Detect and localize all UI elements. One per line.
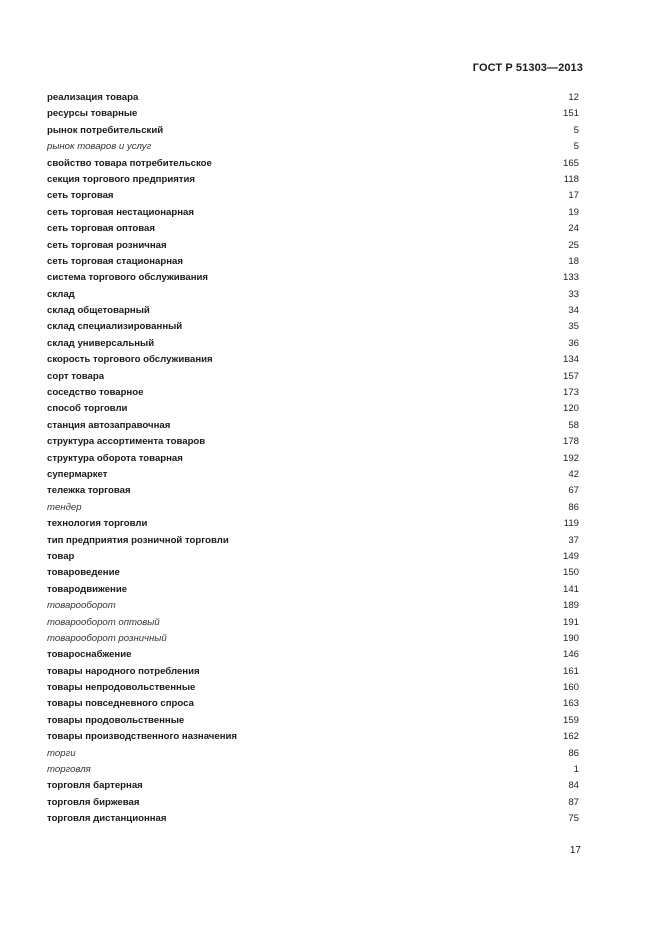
index-entry [47,254,579,270]
index-entry [47,598,579,614]
index-term: реализация товара [47,92,139,103]
index-page-ref: 18 [568,255,579,267]
index-term: торговля [47,764,91,776]
index-page-ref: 162 [562,731,579,743]
index-page-ref: 191 [562,616,579,628]
index-page-ref: 118 [563,173,579,185]
index-entry [47,795,579,811]
index-page-ref: 133 [562,272,579,284]
index-term: товары народного потребления [47,665,200,677]
index-term: торговля бартерная [47,780,143,792]
index-entry [47,647,579,663]
index-term: соседство товарное [47,387,144,399]
index-term: торговля биржевая [47,796,140,808]
index-page-ref: 149 [562,550,579,562]
index-page-ref: 163 [562,698,579,710]
index-page-ref: 141 [562,583,579,595]
index-page-ref: 24 [568,223,579,235]
index-page-ref: 19 [568,206,579,218]
index-term: товары продовольственные [47,714,185,726]
index-page-ref: 151 [562,108,579,120]
index-term: станция автозаправочная [47,419,171,431]
index-entry [47,369,579,385]
index-page-ref: 157 [562,370,579,382]
index-term: тендер [47,501,82,513]
index-term: ресурсы товарные [47,108,138,120]
index-page-ref: 5 [573,124,579,136]
index-entry [47,713,579,729]
index-term: склад [47,288,75,300]
index-page-ref: 25 [568,239,579,251]
index-entry [47,533,579,549]
index-term: товарооборот розничный [47,632,167,644]
index-entry [47,451,579,467]
index-page-ref: 119 [563,518,579,530]
index-entry [47,762,579,778]
index-term: система торгового обслуживания [47,272,209,284]
index-page-ref: 35 [568,321,579,333]
index-entry [47,664,579,680]
index-entry [47,483,579,499]
index-page-ref: 37 [568,534,579,546]
index-entry [47,696,579,712]
index-term: товар [47,550,75,562]
index-entry [47,270,579,286]
index-term: сеть торговая стационарная [47,255,183,267]
index-entry [47,615,579,631]
index-entry [47,205,579,221]
index-term: структура оборота товарная [47,452,183,464]
index-entry [47,287,579,303]
index-page-ref: 17 [568,190,579,202]
index-term: товародвижение [47,583,128,595]
index-entry [47,156,579,172]
index-page-ref: 12 [568,92,579,103]
index-term: структура ассортимента товаров [47,436,206,448]
index-term: торговля дистанционная [47,813,167,825]
index-page-ref: 150 [562,567,579,579]
index-entry [47,680,579,696]
index-entry [47,303,579,319]
index-term: торги [47,747,76,759]
index-entry [47,549,579,565]
index-entry [47,188,579,204]
index-entry [47,565,579,581]
index-page-ref: 86 [568,501,579,513]
index-page-ref: 84 [568,780,579,792]
index-term: супермаркет [47,468,108,480]
index-page-ref: 190 [562,632,579,644]
index-term: товары производственного назначения [47,731,237,743]
index-term: сеть торговая [47,190,114,202]
index-term: сеть торговая нестационарная [47,206,194,218]
index-page-ref: 87 [568,796,579,808]
index-page-ref: 159 [562,714,579,726]
index-page-ref: 165 [562,157,579,169]
index-page-ref: 192 [562,452,579,464]
index-term: секция торгового предприятия [47,173,196,185]
document-id: ГОСТ Р 51303—2013 [472,62,583,74]
index-term: рынок товаров и услуг [47,141,152,153]
index-entry [47,729,579,745]
index-term: склад общетоварный [47,305,150,317]
index-term: товароведение [47,567,120,579]
index-page-ref: 36 [568,337,579,349]
index-term: товары непродовольственные [47,682,196,694]
index-entry [47,172,579,188]
index-entry [47,582,579,598]
index-page-ref: 58 [568,419,579,431]
index-entry [47,467,579,483]
index-page-ref: 75 [568,813,579,825]
index-entry [47,811,579,827]
index-term: сеть торговая оптовая [47,223,155,235]
index-page-ref: 173 [562,387,579,399]
index-page-ref: 34 [568,305,579,317]
index-entry [47,500,579,516]
index-term: скорость торгового обслуживания [47,354,213,366]
index-entry [47,319,579,335]
index-page-ref: 160 [562,682,579,694]
index-term: товароснабжение [47,649,132,661]
index-page-ref: 134 [562,354,579,366]
index-term: рынок потребительский [47,124,164,136]
index-entry [47,778,579,794]
index-page-ref: 178 [562,436,579,448]
page-number: 17 [569,845,581,856]
alphabetical-index [47,90,579,828]
index-term: товары повседневного спроса [47,698,194,710]
index-page-ref: 42 [568,468,579,480]
index-page-ref: 161 [562,665,579,677]
index-entry [47,352,579,368]
index-term: способ торговли [47,403,128,415]
index-term: склад специализированный [47,321,183,333]
index-page-ref: 146 [562,649,579,661]
index-term: свойство товара потребительское [47,157,212,169]
index-entry [47,418,579,434]
index-term: товарооборот оптовый [47,616,160,628]
index-term: сеть торговая розничная [47,239,167,251]
index-page-ref: 120 [562,403,579,415]
index-page-ref: 5 [573,141,579,153]
index-entry [47,221,579,237]
index-entry [47,746,579,762]
index-entry [47,238,579,254]
index-page-ref: 33 [568,288,579,300]
index-entry [47,516,579,532]
index-term: сорт товара [47,370,105,382]
index-entry [47,434,579,450]
index-term: товарооборот [47,600,116,612]
index-entry [47,123,579,139]
index-term: тележка торговая [47,485,131,497]
index-entry [47,385,579,401]
index-term: тип предприятия розничной торговли [47,534,229,546]
index-term: технология торговли [47,518,148,530]
index-entry [47,336,579,352]
index-entry [47,106,579,122]
index-page-ref: 67 [568,485,579,497]
index-entry [47,90,579,106]
index-page-ref: 189 [562,600,579,612]
index-entry [47,631,579,647]
index-entry [47,401,579,417]
index-entry [47,139,579,155]
index-page-ref: 1 [573,764,579,776]
index-term: склад универсальный [47,337,155,349]
index-page-ref: 86 [568,747,579,759]
